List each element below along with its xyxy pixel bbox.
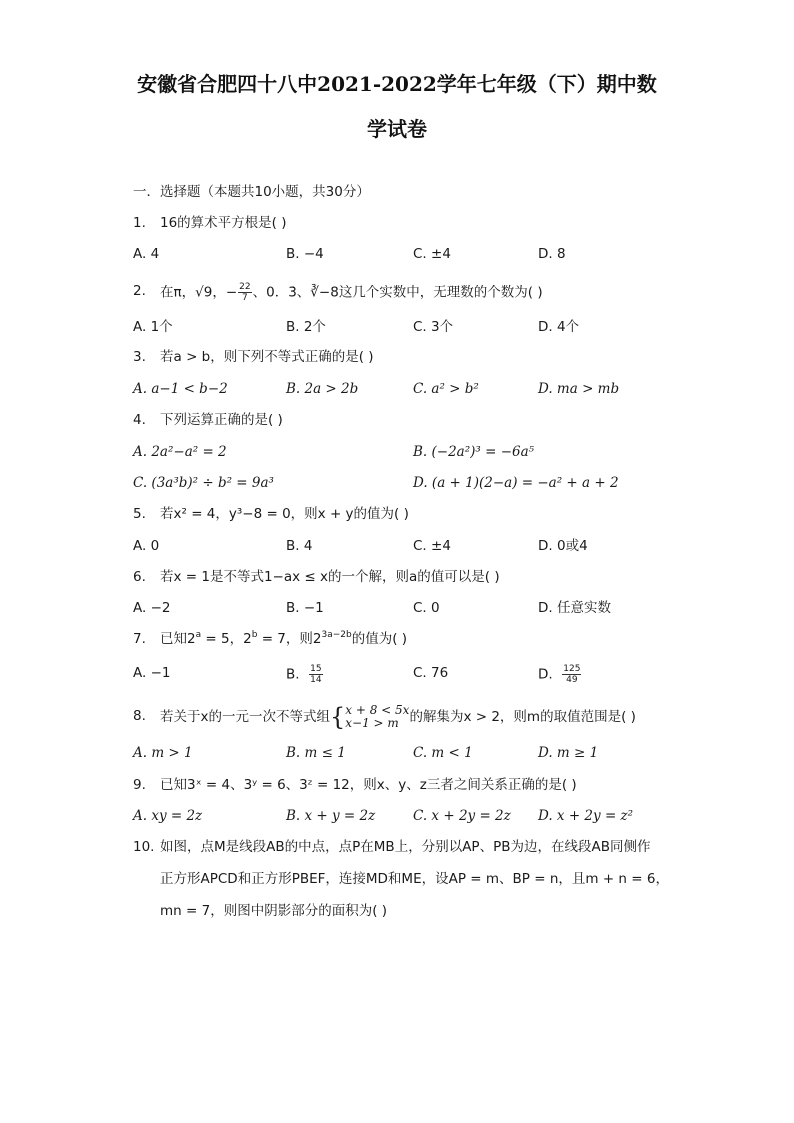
question-stem: 若x² = 4，y³−8 = 0，则x + y的值为( ) xyxy=(160,506,409,522)
question-number: 8. xyxy=(133,708,146,724)
option-c: C. ±4 xyxy=(413,538,451,554)
option-a: A. 2a²−a² = 2 xyxy=(133,444,227,460)
question-stem-line-3: mn = 7，则图中阴影部分的面积为( ) xyxy=(160,903,388,919)
exam-title-line-2: 学试卷 xyxy=(367,117,427,141)
option-a: A. 0 xyxy=(133,538,160,554)
question-number: 6. xyxy=(133,569,146,585)
option-c: C. 3个 xyxy=(413,319,454,335)
option-b: B. x + y = 2z xyxy=(286,808,376,824)
option-b: B. 2a > 2b xyxy=(286,381,359,397)
option-d: D. (a + 1)(2−a) = −a² + a + 2 xyxy=(413,475,619,491)
question-stem-line-2: 正方形APCD和正方形PBEF，连接MD和ME，设AP = m、BP = n，且m + n = 6， xyxy=(160,871,669,887)
option-c: C. x + 2y = 2z xyxy=(413,808,511,824)
option-d: D. m ≥ 1 xyxy=(538,745,599,761)
section-heading: 一．选择题（本题共10小题，共30分） xyxy=(133,184,370,200)
question-stem: 若a > b，则下列不等式正确的是( ) xyxy=(160,349,374,365)
option-b: B. −1 xyxy=(286,600,324,616)
question-stem: 下列运算正确的是( ) xyxy=(160,412,283,428)
question-number: 5. xyxy=(133,506,146,522)
question-stem: 已知3ˣ = 4、3ʸ = 6、3ᶻ = 12，则x、y、z三者之间关系正确的是( ) xyxy=(160,777,577,793)
option-c: C. (3a³b)² ÷ b² = 9a³ xyxy=(133,475,274,491)
option-c: C. a² > b² xyxy=(413,381,479,397)
question-number: 4. xyxy=(133,412,146,428)
option-b: B. (−2a²)³ = −6a⁵ xyxy=(413,444,535,460)
question-stem-line-1: 如图，点M是线段AB的中点，点P在MB上，分别以AP、PB为边，在线段AB同侧作 xyxy=(160,839,651,855)
option-a: A. 1个 xyxy=(133,319,173,335)
question-stem: 若关于x的一元一次不等式组{ x + 8 < 5x x−1 > m 的解集为x > 2，则m的取值范围是( ) xyxy=(160,703,636,731)
question-stem: 在π，√9，− $\frac{22}{7}$ 、0．3̇、∛−8这几个实数中，无理数的个数为( ) xyxy=(160,282,543,303)
option-d: D. 4个 xyxy=(538,319,580,335)
option-c: C. 76 xyxy=(413,665,449,681)
question-number: 10. xyxy=(133,839,155,855)
option-a: A. 4 xyxy=(133,246,160,262)
question-number: 9. xyxy=(133,777,146,793)
option-a: A. −2 xyxy=(133,600,171,616)
option-d: D. ma > mb xyxy=(538,381,620,397)
option-b: B. 4 xyxy=(286,538,313,554)
option-d: D. 8 xyxy=(538,246,566,262)
question-number: 2. xyxy=(133,283,146,299)
option-a: A. −1 xyxy=(133,665,171,681)
option-b: B. 2个 xyxy=(286,319,326,335)
question-number: 3. xyxy=(133,349,146,365)
option-b: B. −4 xyxy=(286,246,324,262)
question-number: 1. xyxy=(133,215,146,231)
exam-title-line-1: 安徽省合肥四十八中2021-2022学年七年级（下）期中数 xyxy=(137,72,657,96)
option-c: C. m < 1 xyxy=(413,745,473,761)
option-c: C. ±4 xyxy=(413,246,451,262)
option-a: A. a−1 < b−2 xyxy=(133,381,228,397)
option-b: B. $\frac{15}{14}$ xyxy=(286,664,322,685)
option-d: D. 任意实数 xyxy=(538,600,611,616)
option-a: A. m > 1 xyxy=(133,745,193,761)
option-d: D. x + 2y = z² xyxy=(538,808,634,824)
question-number: 7. xyxy=(133,631,146,647)
question-stem: 若x = 1是不等式1−ax ≤ x的一个解，则a的值可以是( ) xyxy=(160,569,500,585)
question-stem: 16的算术平方根是( ) xyxy=(160,215,287,231)
option-a: A. xy = 2z xyxy=(133,808,203,824)
option-d: D. 0或4 xyxy=(538,538,588,554)
option-b: B. m ≤ 1 xyxy=(286,745,346,761)
question-stem: 已知$2^a = 5$，$2^b = 7$，则$2^{3a-2b}$的值为( ) xyxy=(160,630,408,647)
option-c: C. 0 xyxy=(413,600,440,616)
option-d: D. $\frac{125}{49}$ xyxy=(538,664,581,685)
